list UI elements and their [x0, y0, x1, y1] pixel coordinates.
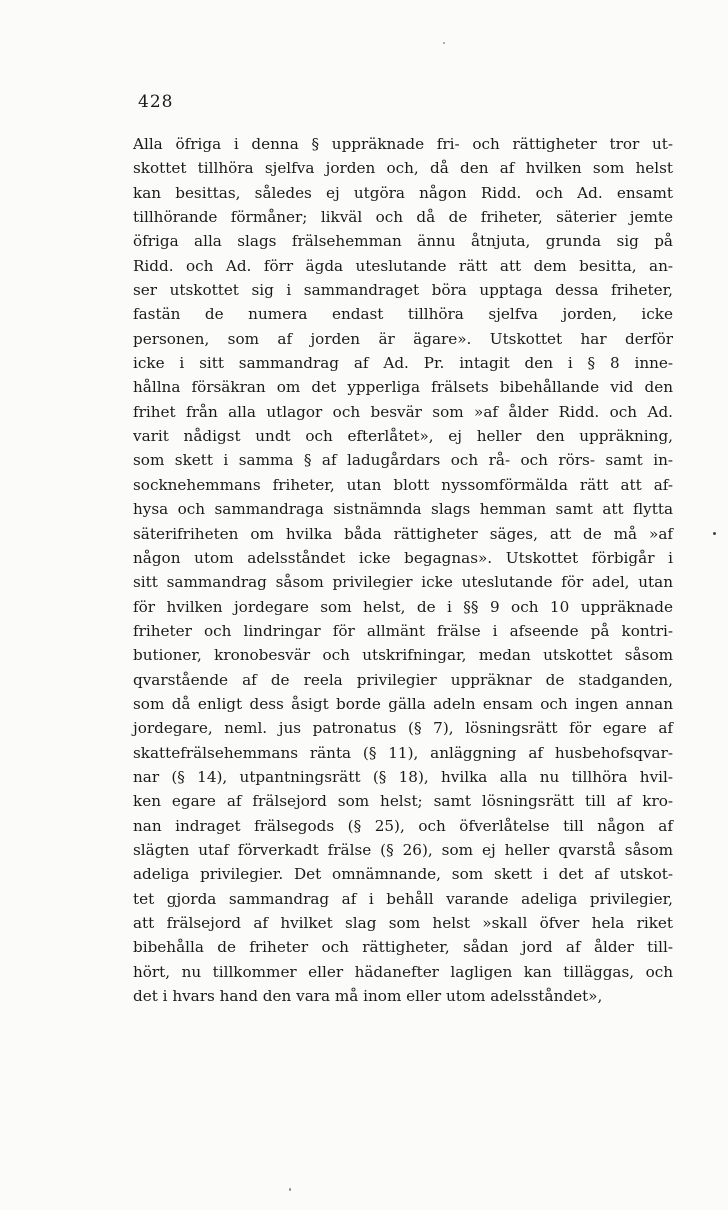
text-line: ken egare af frälsejord som helst; samt lösningsrätt till af kro- — [133, 792, 673, 811]
text-line: jordegare, neml. jus patronatus (§ 7), lösningsrätt för egare af — [133, 719, 673, 738]
text-line: tillhörande förmåner; likväl och då de friheter, säterier jemte — [133, 208, 673, 227]
text-line: ser utskottet sig i sammandraget böra upptaga dessa friheter, — [133, 281, 673, 300]
text-line: nan indraget frälsegods (§ 25), och öfverlåtelse till någon af — [133, 816, 673, 835]
text-line: personen, som af jorden är ägare». Utskottet har derför — [133, 329, 673, 348]
text-line: någon utom adelsståndet icke begagnas». Utskottet förbigår i — [133, 548, 673, 567]
text-line: qvarstående af de reela privilegier uppräknar de stadganden, — [133, 670, 673, 689]
text-line: hört, nu tillkommer eller hädanefter lagligen kan tilläggas, och — [133, 962, 673, 981]
text-line: butioner, kronobesvär och utskrifningar, medan utskottet såsom — [133, 646, 673, 665]
page-number: 428 — [138, 92, 174, 112]
text-line: slägten utaf förverkadt frälse (§ 26), som ej heller qvarstå såsom — [133, 840, 673, 859]
ink-speck — [713, 532, 716, 535]
text-line: säterifriheten om hvilka båda rättigheter säges, att de må »af — [133, 524, 673, 543]
text-line: som skett i samma § af ladugårdars och rå- och rörs- samt in- — [133, 451, 673, 470]
body-text — [133, 132, 673, 1008]
text-line: varit nådigst undt och efterlåtet», ej heller den uppräkning, — [133, 427, 673, 446]
text-line: socknehemmans friheter, utan blott nyssomförmälda rätt att af- — [133, 475, 673, 494]
text-line: det i hvars hand den vara må inom eller utom adelsståndet», — [133, 987, 603, 1006]
text-line: tet gjorda sammandrag af i behåll varande adeliga privilegier, — [133, 889, 673, 908]
text-line: sitt sammandrag såsom privilegier icke uteslutande för adel, utan — [133, 573, 673, 592]
text-line: hysa och sammandraga sistnämnda slags hemman samt att flytta — [133, 500, 673, 519]
text-line: skottet tillhöra sjelfva jorden och, då den af hvilken som helst — [133, 159, 673, 178]
text-line: nar (§ 14), utpantningsrätt (§ 18), hvilka alla nu tillhöra hvil- — [133, 767, 673, 786]
text-line: hållna försäkran om det ypperliga frälsets bibehållande vid den — [133, 378, 673, 397]
text-line: skattefrälsehemmans ränta (§ 11), anläggning af husbehofsqvar- — [133, 743, 673, 762]
text-line: kan besittas, således ej utgöra någon Ridd. och Ad. ensamt — [133, 183, 673, 202]
text-line: icke i sitt sammandrag af Ad. Pr. intagit den i § 8 inne- — [133, 354, 673, 373]
ink-speck — [443, 42, 445, 44]
text-line: adeliga privilegier. Det omnämnande, som skett i det af utskot- — [133, 865, 673, 884]
text-line: att frälsejord af hvilket slag som helst »skall öfver hela riket — [133, 914, 673, 932]
text-line: för hvilken jordegare som helst, de i §§ 9 och 10 uppräknade — [133, 597, 673, 616]
text-line: öfriga alla slags frälsehemman ännu åtnjuta, grunda sig på — [133, 232, 673, 251]
text-line: Alla öfriga i denna § uppräknade fri- och rättigheter tror ut- — [133, 135, 673, 153]
text-line: Ridd. och Ad. förr ägda uteslutande rätt att dem besitta, an- — [133, 256, 673, 275]
ink-speck — [289, 1188, 291, 1191]
text-line: som då enligt dess åsigt borde gälla adeln ensam och ingen annan — [133, 694, 673, 713]
text-line: frihet från alla utlagor och besvär som »af ålder Ridd. och Ad. — [133, 402, 673, 421]
text-line: bibehålla de friheter och rättigheter, sådan jord af ålder till- — [133, 938, 673, 957]
text-line: fastän de numera endast tillhöra sjelfva jorden, icke — [133, 305, 673, 324]
text-line: friheter och lindringar för allmänt frälse i afseende på kontri- — [133, 621, 673, 640]
